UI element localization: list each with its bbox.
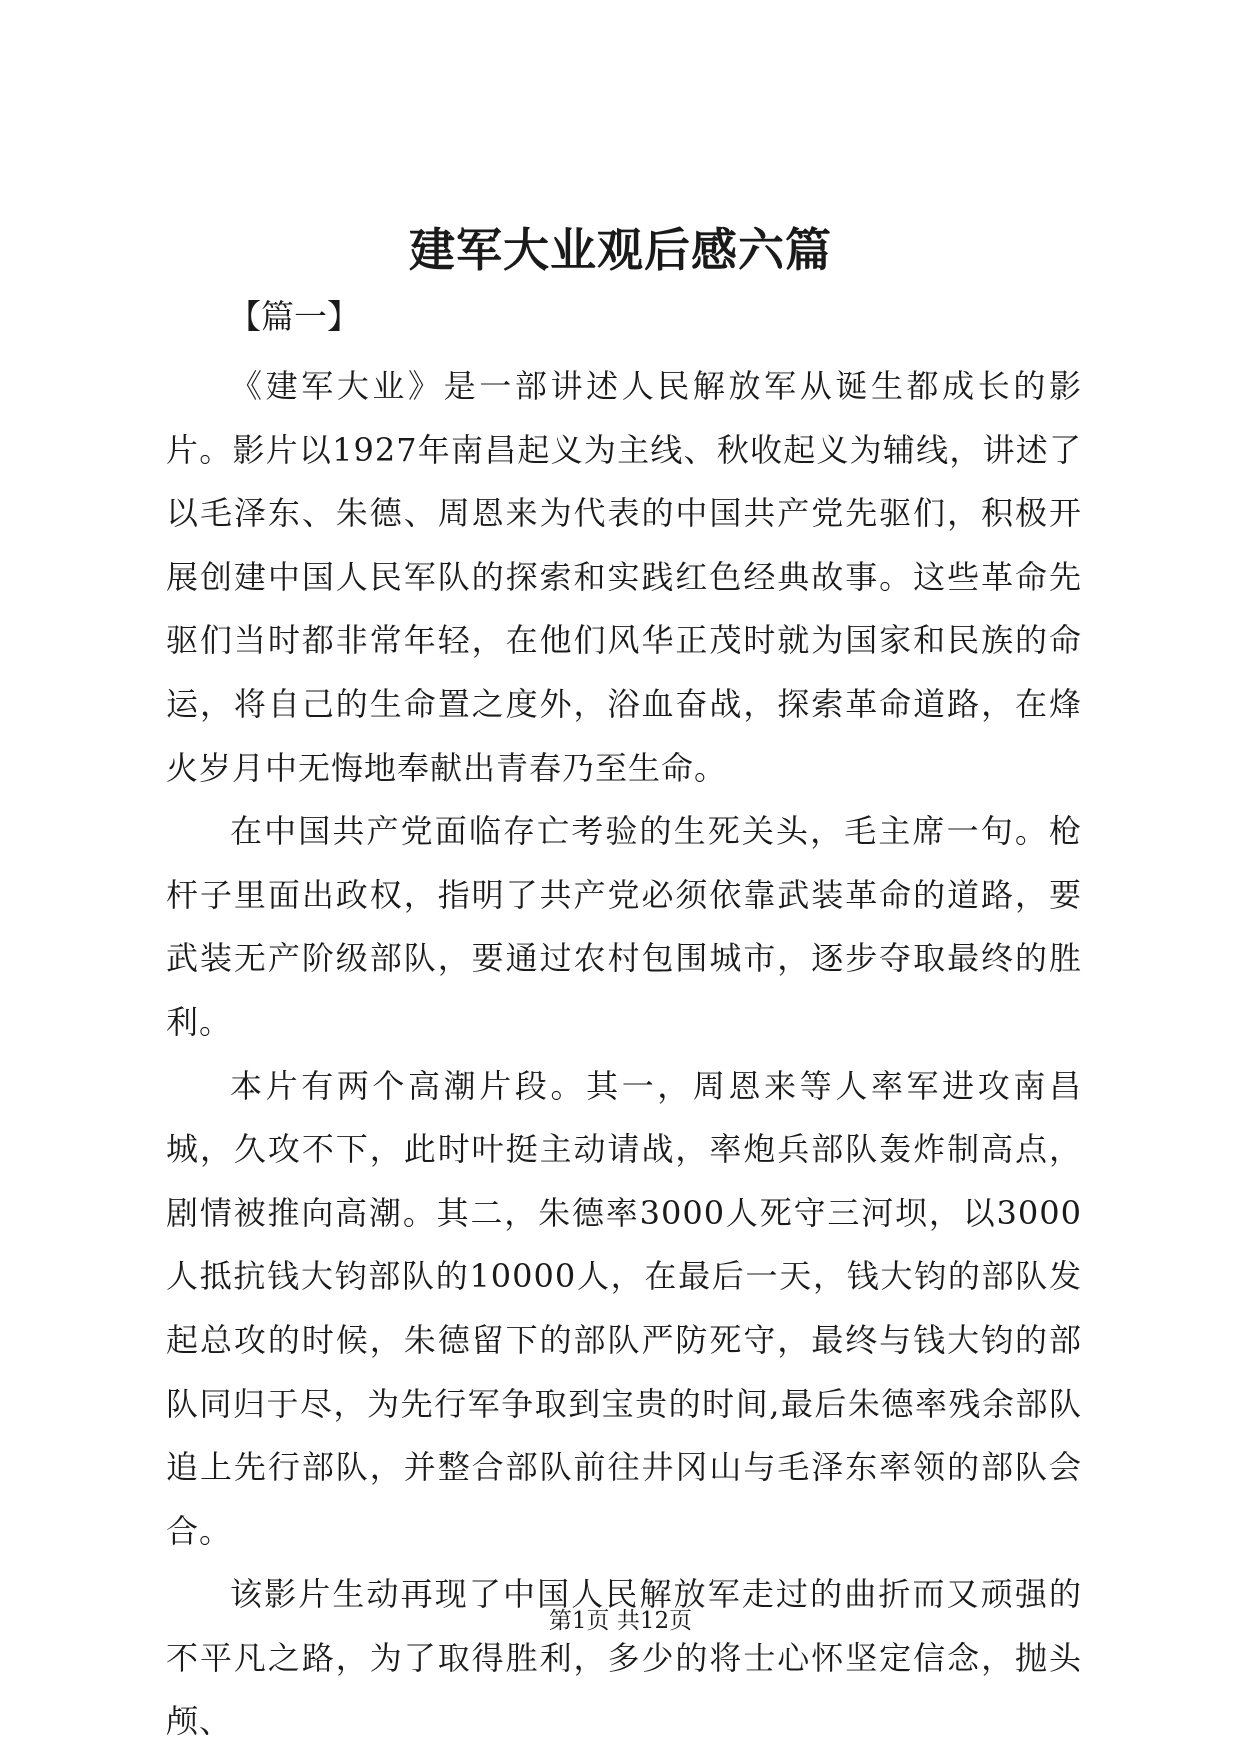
paragraph: 该影片生动再现了中国人民解放军走过的曲折而又顽强的不平凡之路，为了取得胜利，多少的将士心怀坚定信念，抛头颅、 — [166, 1575, 1082, 1741]
page-title: 建军大业观后感六篇 — [409, 223, 832, 277]
paragraph: 在中国共产党面临存亡考验的生死关头，毛主席一句。枪杆子里面出政权，指明了共产党必须依靠武装革命的道路，要武装无产阶级部队，要通过农村包围城市，逐步夺取最终的胜利。 — [166, 812, 1082, 1041]
page-footer: 第1页 共12页 — [548, 1608, 693, 1634]
document-body — [166, 355, 1082, 1754]
section-heading: 【篇一】 — [228, 297, 360, 336]
paragraph: 本片有两个高潮片段。其一，周恩来等人率军进攻南昌城，久攻不下，此时叶挺主动请战，率炮兵部队轰炸制高点，剧情被推向高潮。其二，朱德率3000人死守三河坝，以3000人抵抗钱大钧部队的10000人，在最后一天，钱大钧的部队发起总攻的时候，朱德留下的部队严防死守，最终与钱大钧的部队同归于尽，为先行军争取到宝贵的时间,最后朱德率残余部队追上先行部队，并整合部队前往井冈山与毛泽东率领的部队会合。 — [166, 1066, 1082, 1550]
paragraph: 《建军大业》是一部讲述人民解放军从诞生都成长的影片。影片以1927年南昌起义为主线、秋收起义为辅线，讲述了以毛泽东、朱德、周恩来为代表的中国共产党先驱们，积极开展创建中国人民军队的探索和实践红色经典故事。这些革命先驱们当时都非常年轻，在他们风华正茂时就为国家和民族的命运，将自己的生命置之度外，浴血奋战，探索革命道路，在烽火岁月中无悔地奉献出青春乃至生命。 — [166, 367, 1082, 787]
